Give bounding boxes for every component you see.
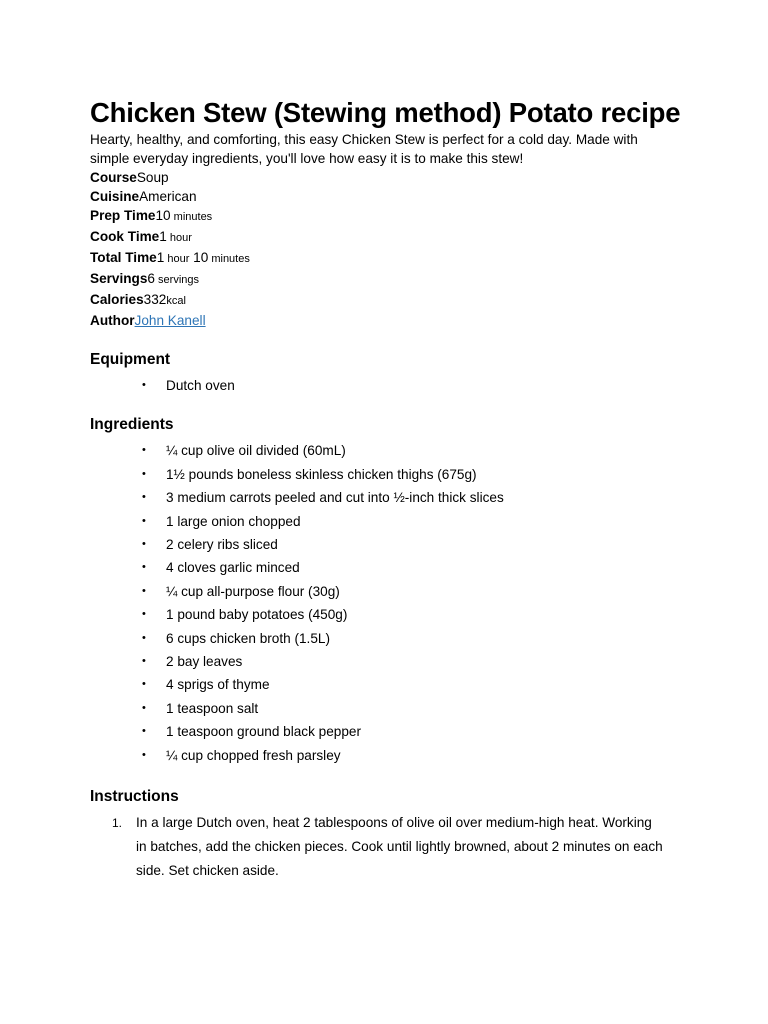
ingredient-item: 1½ pounds boneless skinless chicken thighs (675g) <box>166 466 477 482</box>
ingredient-item: 2 celery ribs sliced <box>166 537 278 553</box>
meta-course-label: Course <box>90 170 137 185</box>
meta-cuisine <box>90 187 768 206</box>
meta-servings <box>90 269 768 290</box>
meta-cook-num: 1 <box>159 229 167 244</box>
recipe-description: Hearty, healthy, and comforting, this easy Chicken Stew is perfect for a cold day. Made with simple everyday ingredients, you'll love how easy it is to make this stew! <box>90 132 638 166</box>
bullet-icon: • <box>142 655 146 668</box>
meta-calories-label: Calories <box>90 292 144 307</box>
equipment-item: Dutch oven <box>166 378 235 393</box>
ingredients-heading: Ingredients <box>90 416 174 434</box>
instruction-step <box>90 811 666 883</box>
ingredient-item: 4 cloves garlic minced <box>166 560 300 576</box>
ingredient-item: 6 cups chicken broth (1.5L) <box>166 630 330 646</box>
list-item <box>90 510 768 533</box>
bullet-icon: • <box>142 444 146 457</box>
author-link[interactable]: John Kanell <box>134 313 206 328</box>
list-item <box>90 744 768 767</box>
meta-calories-unit: kcal <box>166 295 186 307</box>
bullet-icon: • <box>142 748 146 761</box>
ingredient-item: 1 teaspoon ground black pepper <box>166 724 361 740</box>
ingredient-item: ¼ cup all-purpose flour (30g) <box>166 583 340 599</box>
meta-calories <box>90 290 768 311</box>
meta-total-num1: 1 <box>156 250 165 265</box>
ingredient-item: 1 large onion chopped <box>166 513 301 529</box>
list-item <box>90 673 768 696</box>
meta-cook-time <box>90 227 768 248</box>
bullet-icon: • <box>142 608 146 621</box>
list-item <box>90 697 768 720</box>
meta-cook-label: Cook Time <box>90 229 160 244</box>
instructions-list <box>90 811 768 883</box>
step-number: 1. <box>112 816 123 831</box>
list-item <box>90 627 768 650</box>
meta-calories-num: 332 <box>143 292 167 307</box>
ingredient-item: 3 medium carrots peeled and cut into ½-inch thick slices <box>166 490 504 506</box>
list-item <box>90 556 768 579</box>
bullet-icon: • <box>142 584 146 597</box>
meta-cuisine-value: American <box>139 189 197 204</box>
bullet-icon: • <box>142 631 146 644</box>
meta-total-time <box>90 248 768 269</box>
bullet-icon: • <box>142 514 146 527</box>
ingredient-item: 1 teaspoon salt <box>166 700 259 716</box>
meta-prep-unit: minutes <box>170 211 213 223</box>
equipment-heading: Equipment <box>90 351 171 368</box>
meta-total-unit1: hour <box>164 253 190 265</box>
ingredient-item: 2 bay leaves <box>166 654 243 670</box>
meta-cuisine-label: Cuisine <box>90 189 140 204</box>
meta-prep-label: Prep Time <box>90 208 156 223</box>
equipment-list <box>90 374 768 397</box>
ingredient-item: 4 sprigs of thyme <box>166 677 270 693</box>
bullet-icon: • <box>142 379 146 391</box>
meta-author-label: Author <box>90 313 135 328</box>
ingredient-item: 1 pound baby potatoes (450g) <box>166 607 348 623</box>
list-item <box>90 463 768 486</box>
meta-prep-num: 10 <box>155 208 171 223</box>
list-item <box>90 439 768 462</box>
meta-course <box>90 168 768 187</box>
meta-total-num2: 10 <box>189 250 209 265</box>
meta-total-label: Total Time <box>90 250 157 265</box>
ingredient-item: ¼ cup chopped fresh parsley <box>166 747 341 763</box>
bullet-icon: • <box>142 467 146 480</box>
meta-prep-time <box>90 206 768 227</box>
ingredients-list <box>90 439 768 767</box>
instructions-heading: Instructions <box>90 788 179 806</box>
list-item <box>90 374 768 397</box>
meta-cook-unit: hour <box>166 232 192 244</box>
meta-total-unit2: minutes <box>208 253 250 265</box>
list-item <box>90 580 768 603</box>
list-item <box>90 650 768 673</box>
bullet-icon: • <box>142 678 146 691</box>
list-item <box>90 533 768 556</box>
meta-servings-label: Servings <box>90 271 148 286</box>
bullet-icon: • <box>142 561 146 574</box>
list-item <box>90 486 768 509</box>
recipe-title: Chicken Stew (Stewing method) Potato recipe <box>90 97 681 128</box>
bullet-icon: • <box>142 538 146 551</box>
bullet-icon: • <box>142 725 146 738</box>
step-text: In a large Dutch oven, heat 2 tablespoons of olive oil over medium-high heat. Working in batches, add the chicken pieces. Cook until lightly browned, about 2 minutes on each side. Set chicken aside. <box>136 815 663 879</box>
list-item <box>90 720 768 743</box>
meta-servings-unit: servings <box>154 274 200 286</box>
meta-author <box>90 311 768 330</box>
bullet-icon: • <box>142 491 146 504</box>
recipe-meta <box>90 168 768 330</box>
bullet-icon: • <box>142 701 146 714</box>
ingredient-item: ¼ cup olive oil divided (60mL) <box>166 443 346 459</box>
list-item <box>90 603 768 626</box>
meta-servings-num: 6 <box>147 271 155 286</box>
meta-course-value: Soup <box>136 170 169 185</box>
